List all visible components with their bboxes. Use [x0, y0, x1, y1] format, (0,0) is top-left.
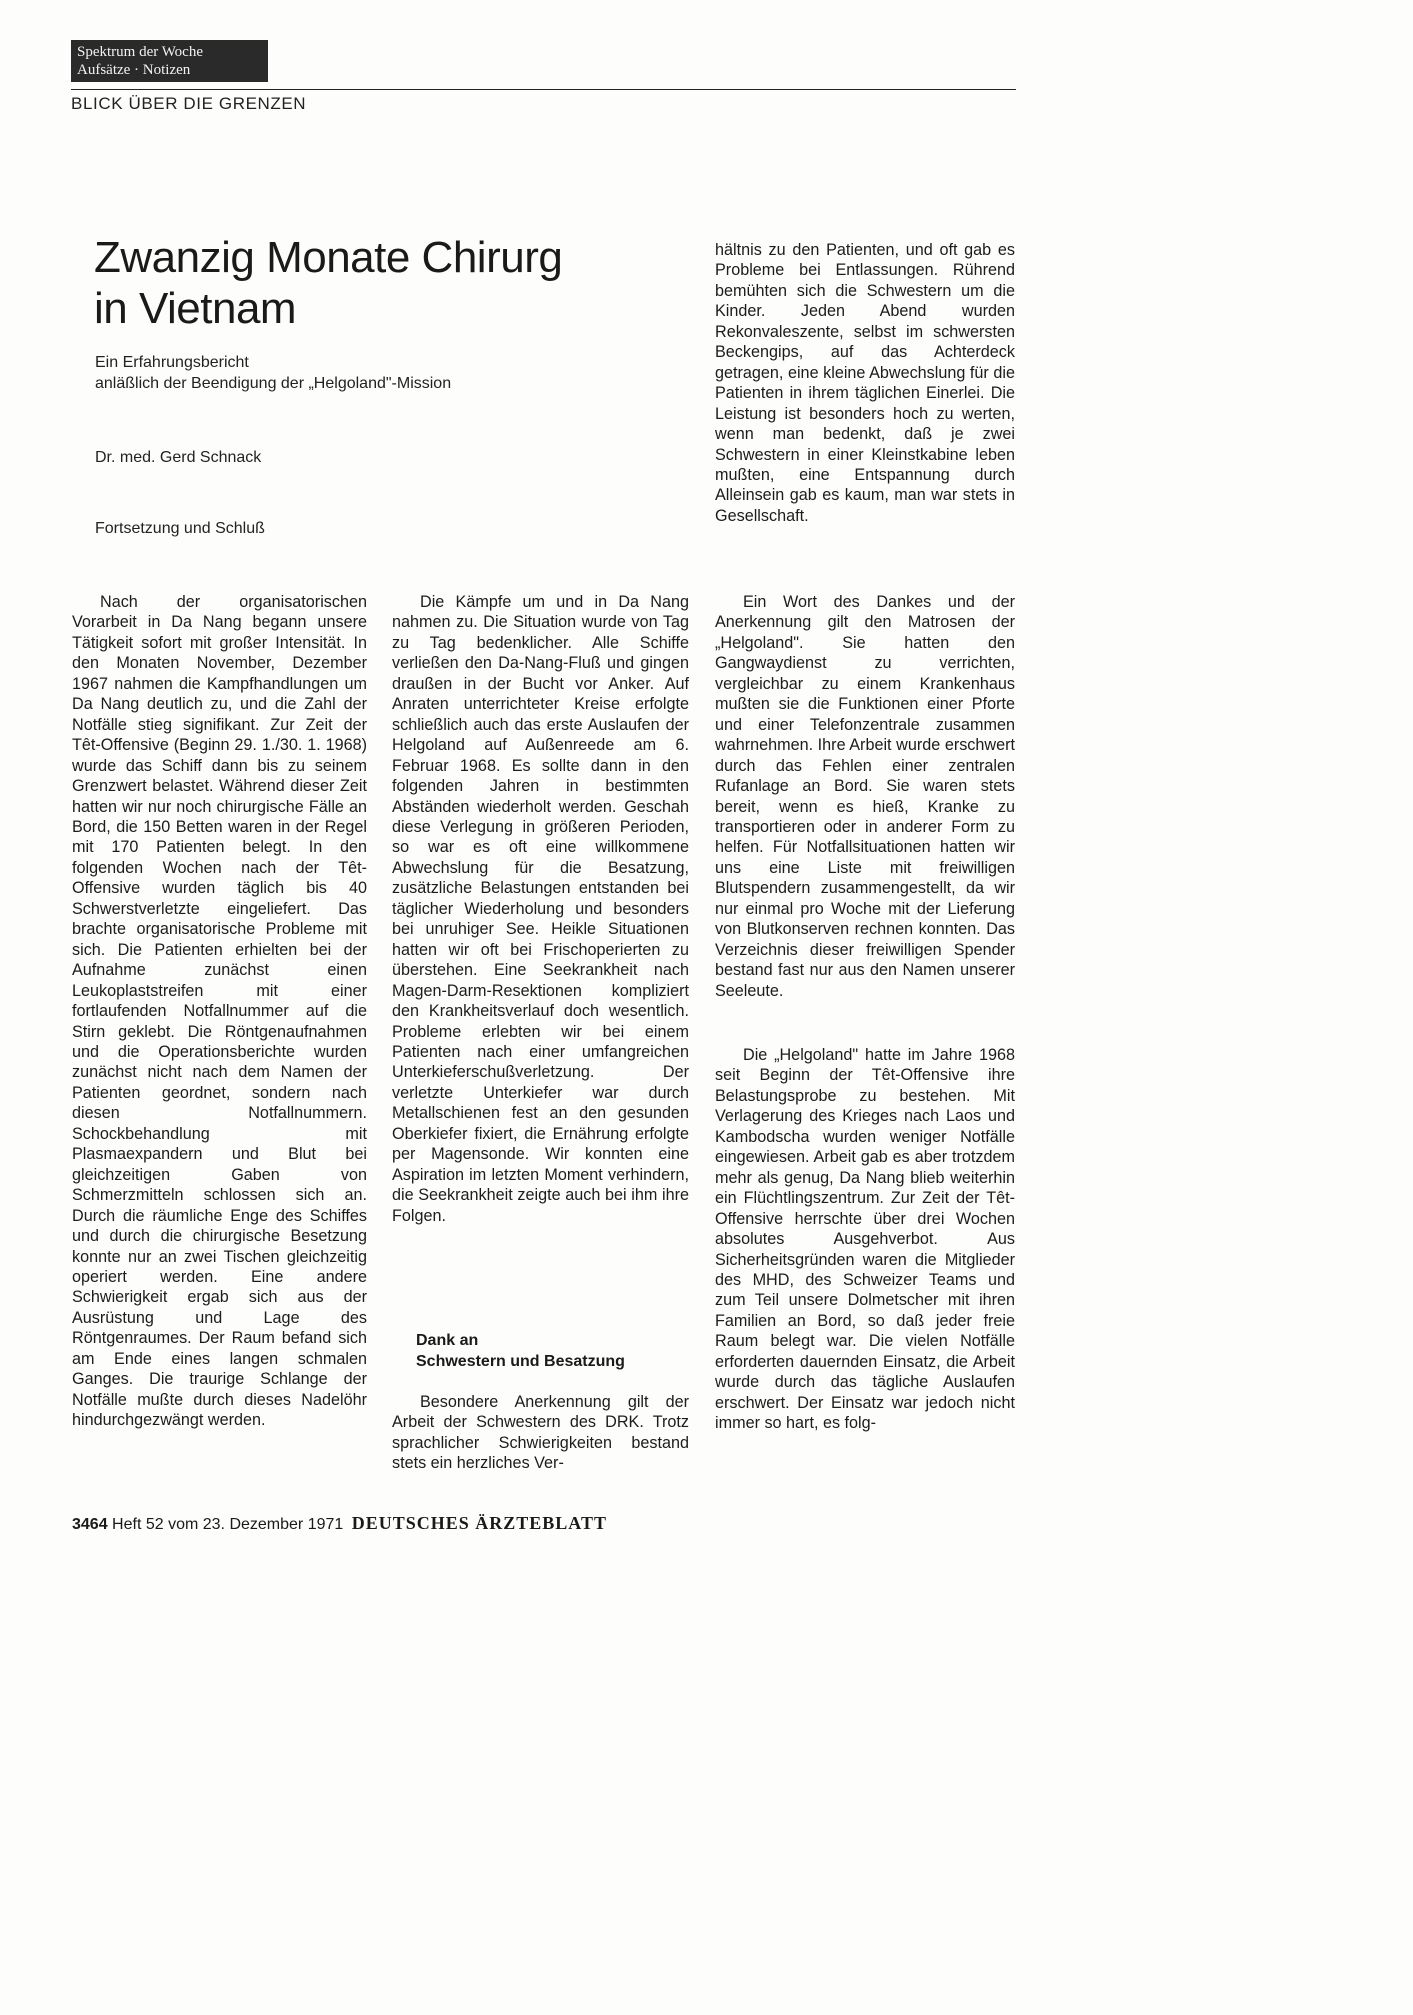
column-2 — [392, 592, 689, 1226]
rubric: BLICK ÜBER DIE GRENZEN — [71, 94, 307, 113]
article-subtitle — [95, 352, 615, 394]
section-subheading — [416, 1330, 676, 1372]
article-title-line2: in Vietnam — [94, 284, 297, 333]
paragraph: Nach der organisatorischen Vorarbeit in Da Nang begann unsere Tätigkeit sofort mit großer Intensität. In den Monaten November, Dezember 1967 nahmen die Kampfhandlungen um Da Nang deutlich zu, und die Zahl der Notfälle stieg signifikant. Zur Zeit der Têt-Offensive (Beginn 29. 1./30. 1. 1968) wurde das Schiff dann bis zu seinem Grenzwert belastet. Während dieser Zeit hatten wir nur noch chirurgische Fälle an Bord, die 150 Betten waren in der Regel mit 170 Patienten belegt. In den folgenden Wochen nach der Têt-Offensive wurden täglich bis 40 Schwerstverletzte eingeliefert. Das brachte organisatorische Probleme mit sich. Die Patienten erhielten bei der Aufnahme zunächst einen Leukoplaststreifen mit einer fortlaufenden Notfallnummer auf die Stirn geklebt. Die Röntgenaufnahmen und die Operationsberichte wurden zunächst nicht nach dem Namen der Patienten geordnet, sondern nach diesen Notfallnummern. Schockbehandlung mit Plasmaexpandern und Blut bei gleichzeitigen Gaben von Schmerzmitteln schlossen sich an. Durch die räumliche Enge des Schiffes und durch die chirurgische Besetzung konnte nur an zwei Tischen gleichzeitig operiert werden. Eine andere Schwierigkeit ergab sich aus der Ausrüstung und Lage des Röntgenraumes. Der Raum befand sich am Ende eines langen schmalen Ganges. Die traurige Schlange der Notfälle mußte durch dieses Nadelöhr hindurchgezwängt werden. — [72, 593, 367, 1430]
paragraph: Die Kämpfe um und in Da Nang nahmen zu. Die Situation wurde von Tag zu Tag bedenklicher. Alle Schiffe verließen den Da-Nang-Fluß und gingen draußen in der Bucht vor Anker. Auf Anraten unterrichteter Kreise erfolgte schließlich auch das erste Auslaufen der Helgoland auf Außenreede am 6. Februar 1968. Es sollte dann in den folgenden Jahren in bestimmten Abständen wiederholt werden. Geschah diese Verlegung in größeren Perioden, so war es oft eine willkommene Abwechslung für die Besatzung, zusätzliche Belastungen entstanden bei täglicher Wiederholung und besonders bei unruhiger See. Heikle Situationen hatten wir oft bei Frischoperierten zu überstehen. Eine Seekrankheit nach Magen-Darm-Resektionen kompliziert den Krankheitsverlauf doch wesentlich. Probleme erlebten wir bei einem Patienten nach einer umfangreichen Unterkieferschußverletzung. Der verletzte Unterkiefer war durch Metallschienen fest an den gesunden Oberkiefer fixiert, die Ernährung erfolgte per Magensonde. Wir konnten eine Aspiration im letzten Moment verhindern, die Seekrankheit zeigte auch bei ihm ihre Folgen. — [392, 593, 689, 1225]
section-label-line1: Spektrum der Woche — [77, 44, 203, 60]
article-title-line1: Zwanzig Monate Chirurg — [94, 233, 563, 282]
issue-info: Heft 52 vom 23. Dezember 1971 — [112, 1516, 344, 1533]
subtitle-line2: anläßlich der Beendigung der „Helgoland"-Mission — [95, 375, 452, 392]
masthead: DEUTSCHES ÄRZTEBLATT — [351, 1513, 607, 1533]
page-footer — [72, 1513, 607, 1534]
header-rule — [71, 89, 1016, 90]
section-label — [71, 40, 268, 82]
subtitle-line1: Ein Erfahrungsbericht — [95, 354, 249, 371]
paragraph: Besondere Anerkennung gilt der Arbeit der Schwestern des DRK. Trotz sprachlicher Schwierigkeiten bestand stets ein herzliches Ver- — [392, 1393, 689, 1473]
author: Dr. med. Gerd Schnack — [95, 449, 262, 466]
paragraph: Ein Wort des Dankes und der Anerkennung gilt den Matrosen der „Helgoland". Sie hatten den Gangwaydienst zu verrichten, vergleichbar zu einem Krankenhaus mußten sie die Funktionen einer Pforte und einer Telefonzentrale zusammen wahrnehmen. Ihre Arbeit wurde erschwert durch das Fehlen einer zentralen Rufanlage an Bord. Sie waren stets bereit, wenn es hieß, Kranke zu transportieren oder in anderer Form zu helfen. Für Notfallsituationen hatten wir uns eine Liste mit freiwilligen Blutspendern zusammengestellt, da wir nur einmal pro Woche mit der Lieferung von Blutkonserven rechnen konnten. Das Verzeichnis dieser freiwilligen Spender bestand fast nur aus den Namen unserer Seeleute. — [715, 593, 1015, 1000]
subheading-line1: Dank an — [416, 1332, 479, 1349]
continuation-note: Fortsetzung und Schluß — [95, 520, 265, 537]
section-label-line2: Aufsätze · Notizen — [77, 62, 191, 78]
column-3-continued — [715, 1045, 1015, 1434]
paragraph: Die „Helgoland" hatte im Jahre 1968 seit Beginn der Têt-Offensive ihre Belastungsprobe zu bestehen. Mit Verlagerung des Krieges nach Laos und Kambodscha wurden weniger Notfälle eingewiesen. Arbeit gab es aber trotzdem mehr als genug, Da Nang blieb weiterhin ein Flüchtlingszentrum. Zur Zeit der Têt-Offensive herrschte über drei Wochen absolutes Ausgehverbot. Aus Sicherheitsgründen waren die Mitglieder des MHD, des Schweizer Teams und zum Teil unsere Dolmetscher mit ihren Familien an Bord, so daß jeder freie Raum belegt war. Die vielen Notfälle erforderten dauernden Einsatz, die Arbeit wurde durch das tägliche Auslaufen erschwert. Der Einsatz war jedoch nicht immer so hart, es folg- — [715, 1046, 1015, 1433]
column-1 — [72, 592, 367, 1431]
subheading-line2: Schwestern und Besatzung — [416, 1353, 625, 1370]
column-3-top — [715, 240, 1015, 526]
article-title — [94, 232, 614, 334]
page-number: 3464 — [72, 1516, 108, 1533]
paragraph: hältnis zu den Patienten, und oft gab es Probleme bei Entlassungen. Rührend bemühten sich die Schwestern um die Kinder. Jeden Abend wurden Rekonvaleszente, selbst im schwersten Beckengips, auf das Achterdeck getragen, eine kleine Abwechslung für die Patienten in ihrem täglichen Einerlei. Die Leistung ist besonders hoch zu werten, wenn man bedenkt, daß je zwei Schwestern in einer Kleinstkabine leben mußten, eine Entspannung durch Alleinsein gab es kaum, man war stets in Gesellschaft. — [715, 241, 1015, 525]
column-2-continued — [392, 1392, 689, 1474]
column-3 — [715, 592, 1015, 1001]
